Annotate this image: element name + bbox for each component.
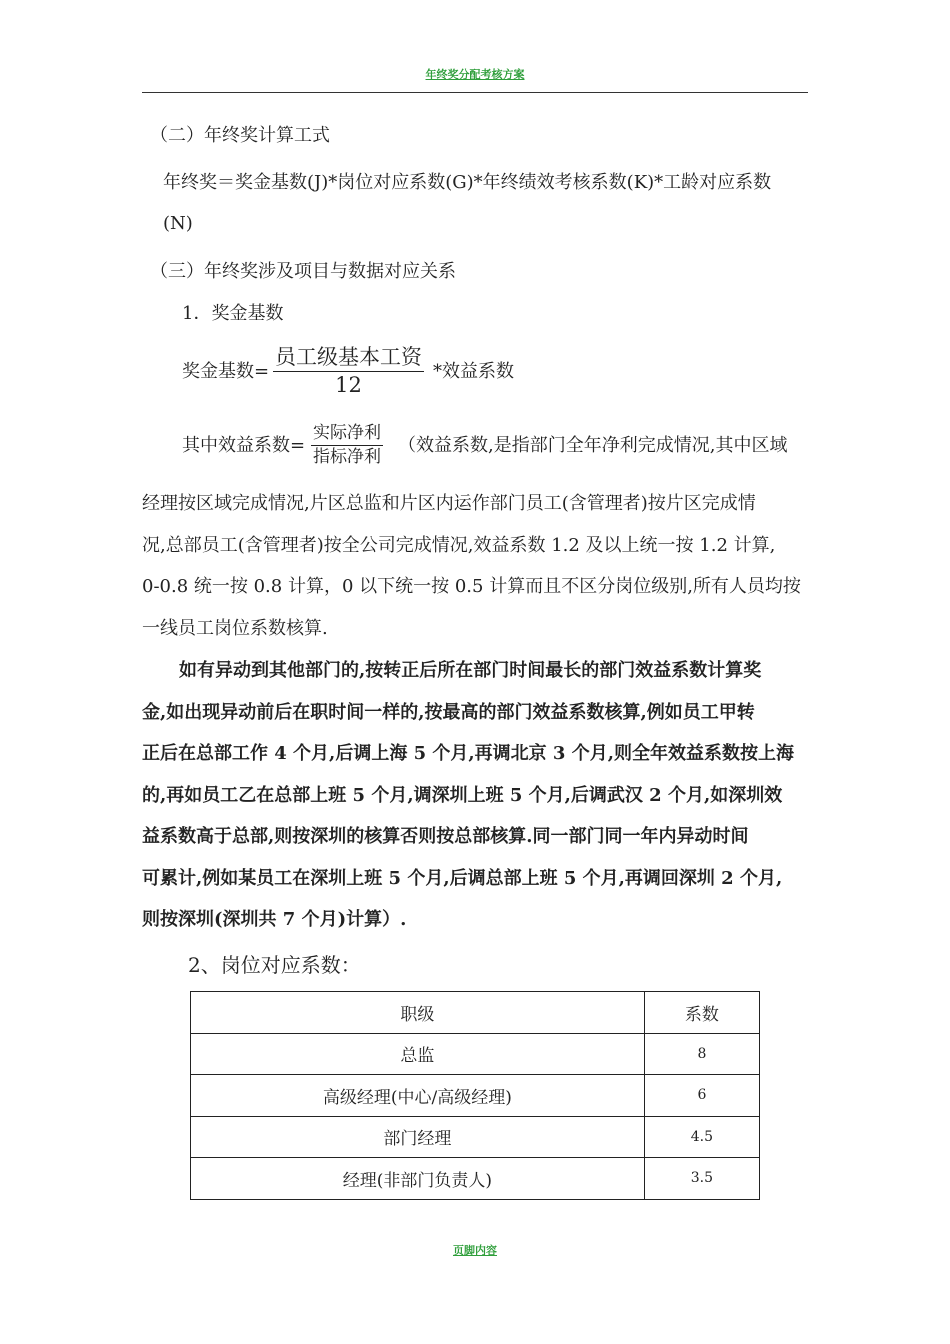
- grade-coefficient-table: [190, 991, 760, 1200]
- transfer-rule-paragraph: [142, 650, 810, 941]
- transfer-rule-line: 可累计,例如某员工在深圳上班 5 个月,后调总部上班 5 个月,再调回深圳 2 个月,: [142, 867, 783, 889]
- item-1-title: 1．奖金基数: [182, 303, 284, 324]
- transfer-rule-line: 正后在总部工作 4 个月,后调上海 5 个月,再调北京 3 个月,则全年效益系数按上海: [142, 743, 794, 764]
- bonus-formula-line-1: 年终奖＝奖金基数(J)*岗位对应系数(G)*年终绩效考核系数(K)*工龄对应系数: [163, 172, 772, 193]
- page-footer: 页脚内容: [453, 1244, 497, 1257]
- item-2-title: 2、岗位对应系数：: [188, 953, 361, 977]
- base-formula-suffix: *效益系数: [433, 361, 514, 382]
- table-row: [191, 1033, 760, 1075]
- transfer-rule-line: 金,如出现异动前后在职时间一样的,按最高的部门效益系数核算,例如员工甲转: [142, 701, 755, 723]
- grade-cell: 经理(非部门负责人): [191, 1158, 645, 1200]
- benefit-note-line: 况,总部员工(含管理者)按全公司完成情况,效益系数 1.2 及以上统一按 1.2 计算,: [142, 534, 776, 556]
- grade-cell: 高级经理(中心/高级经理): [191, 1075, 645, 1117]
- benefit-note-paragraph: [142, 483, 810, 649]
- benefit-note-line: 0-0.8 统一按 0.8 计算，0 以下统一按 0.5 计算而且不区分岗位级别,所有人员均按: [142, 576, 801, 597]
- column-header-coefficient: 系数: [644, 992, 759, 1034]
- column-header-grade: 职级: [191, 992, 645, 1034]
- base-formula-denominator: 12: [335, 373, 362, 397]
- benefit-formula-lhs: 其中效益系数=: [182, 435, 306, 456]
- table-header-row: [191, 992, 760, 1034]
- grade-cell: 部门经理: [191, 1116, 645, 1158]
- section-3-heading: （三）年终奖涉及项目与数据对应关系: [150, 261, 456, 282]
- transfer-rule-line: 则按深圳(深圳共 7 个月)计算）.: [142, 909, 407, 930]
- table-row: [191, 1116, 760, 1158]
- benefit-formula-note: （效益系数,是指部门全年净利完成情况,其中区域: [398, 435, 788, 456]
- benefit-formula-numerator: 实际净利: [311, 422, 383, 446]
- benefit-note-line: 一线员工岗位系数核算.: [142, 617, 328, 639]
- benefit-formula-fraction: [311, 422, 383, 469]
- table-row: [191, 1158, 760, 1200]
- base-formula-lhs: 奖金基数=: [182, 361, 270, 382]
- base-formula-numerator: 员工级基本工资: [273, 344, 424, 372]
- coefficient-cell: 8: [644, 1033, 759, 1075]
- bonus-formula-line-2: (N): [163, 213, 193, 234]
- grade-cell: 总监: [191, 1033, 645, 1075]
- base-formula-fraction: [273, 344, 424, 399]
- transfer-rule-line: 的,再如员工乙在总部上班 5 个月,调深圳上班 5 个月,后调武汉 2 个月,如深圳效: [142, 784, 783, 806]
- page-header: 年终奖分配考核方案: [425, 68, 525, 81]
- table-row: [191, 1075, 760, 1117]
- coefficient-cell: 6: [644, 1075, 759, 1117]
- benefit-formula-denominator: 指标净利: [313, 447, 381, 467]
- coefficient-cell: 4.5: [644, 1116, 759, 1158]
- coefficient-cell: 3.5: [644, 1158, 759, 1200]
- transfer-rule-line: 如有异动到其他部门的,按转正后所在部门时间最长的部门效益系数计算奖: [179, 660, 762, 681]
- header-divider: [142, 92, 808, 93]
- benefit-note-line: 经理按区域完成情况,片区总监和片区内运作部门员工(含管理者)按片区完成情: [142, 493, 756, 514]
- transfer-rule-line: 益系数高于总部,则按深圳的核算否则按总部核算.同一部门同一年内异动时间: [142, 826, 749, 847]
- section-2-heading: （二）年终奖计算工式: [150, 125, 330, 146]
